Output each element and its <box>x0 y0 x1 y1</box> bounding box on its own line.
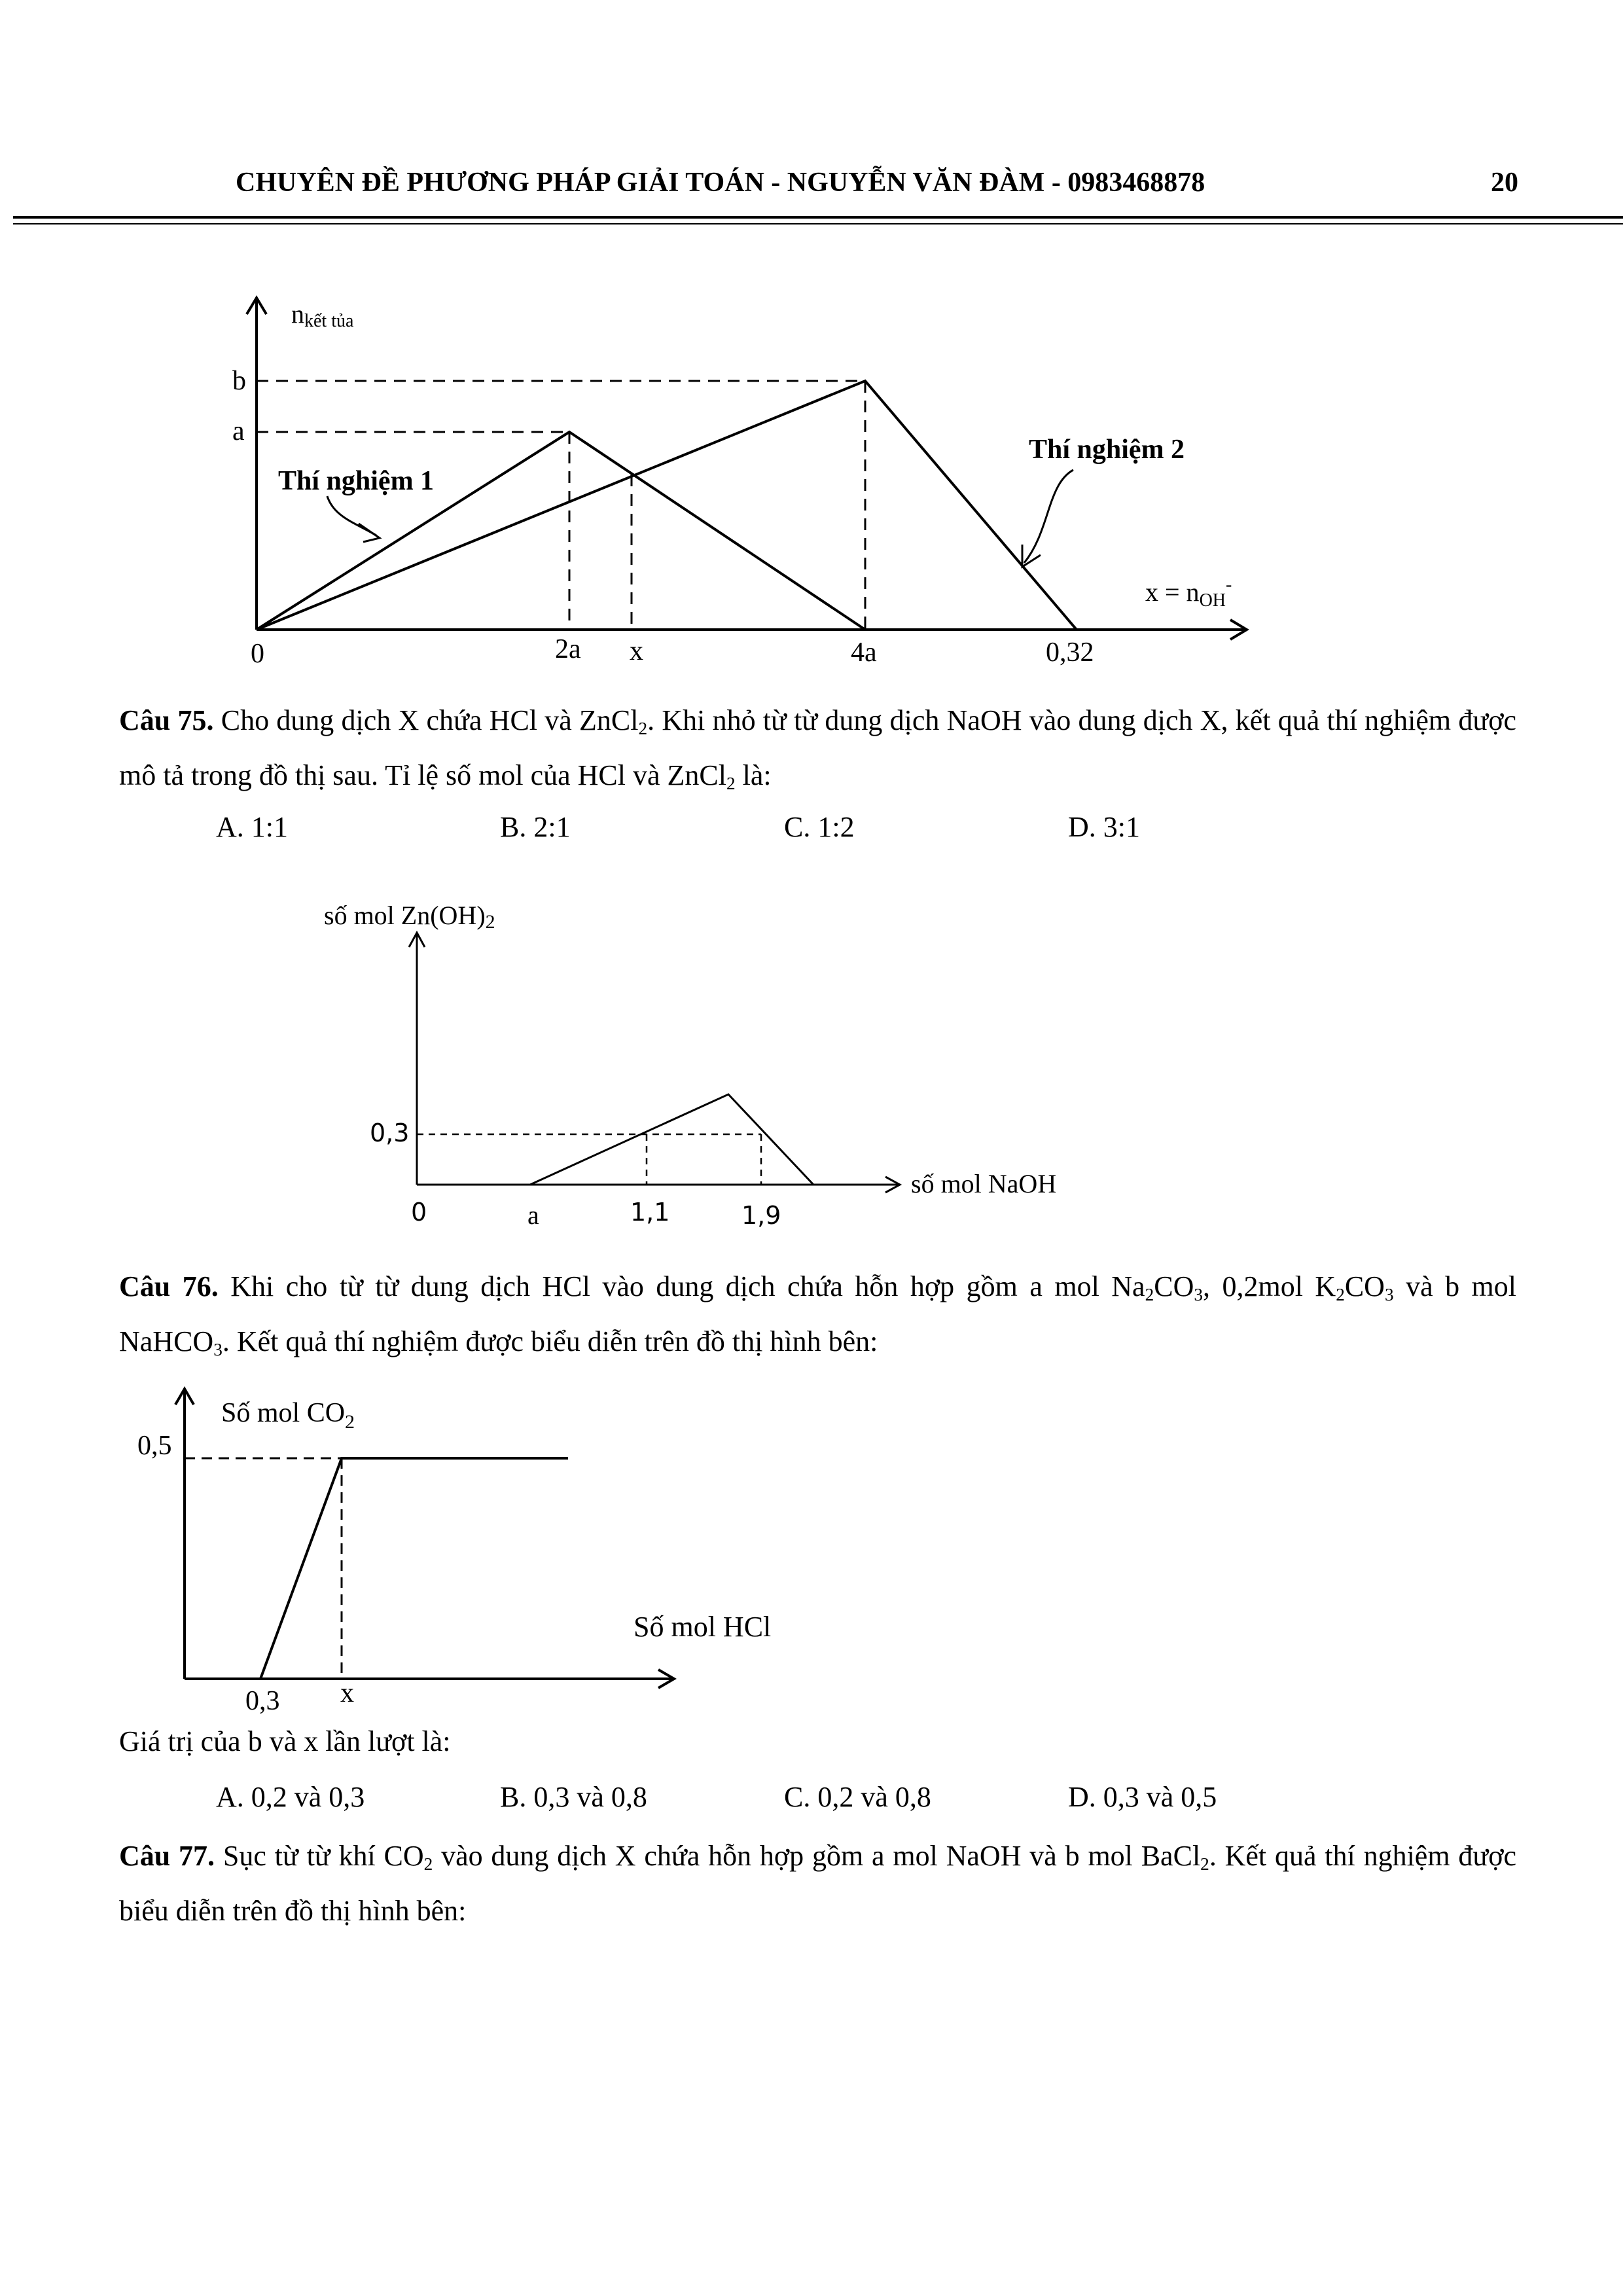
chart1-xtick-2a: 2a <box>555 634 581 664</box>
question-75: Câu 75. Cho dung dịch X chứa HCl và ZnCl$_2$. Khi nhỏ từ từ dung dịch NaOH vào dung dịch X, kết quả thí nghiệm được mô tả trong đồ thị sau. Tỉ lệ số mol của HCl và ZnCl$_2$ là: <box>119 704 1517 793</box>
chart1-ytick-a: a <box>232 416 245 446</box>
chart1-series1-label: Thí nghiệm 1 <box>278 466 435 496</box>
q76-option-d[interactable]: D. 0,3 và 0,5 <box>1068 1781 1217 1813</box>
chart1-xtick-4a: 4a <box>851 637 877 668</box>
chart1-ylabel: nkết tủa <box>291 299 354 331</box>
q76-label: Câu 76. <box>119 1270 219 1302</box>
chart1-series2-label: Thí nghiệm 2 <box>1029 435 1185 465</box>
chart3-ytick: 0,5 <box>137 1431 172 1461</box>
q75-option-c[interactable]: C. 1:2 <box>784 811 855 843</box>
q76-question: Giá trị của b và x lần lượt là: <box>119 1725 451 1757</box>
q75-option-a[interactable]: A. 1:1 <box>216 811 288 843</box>
chart1-xtick-x: x <box>630 636 643 666</box>
q77-label: Câu 77. <box>119 1840 215 1872</box>
q76-option-a[interactable]: A. 0,2 và 0,3 <box>216 1781 365 1813</box>
header-title: CHUYÊN ĐỀ PHƯƠNG PHÁP GIẢI TOÁN - NGUYỄN VĂN ĐÀM - 0983468878 <box>236 168 1205 198</box>
chart1-xtick-0: 0 <box>251 639 264 669</box>
chart3-xtick-x: x <box>340 1678 354 1708</box>
q76-option-b[interactable]: B. 0,3 và 0,8 <box>500 1781 647 1813</box>
q75-label: Câu 75. <box>119 704 214 736</box>
q75-option-b[interactable]: B. 2:1 <box>500 811 571 843</box>
question-77: Câu 77. Sục từ từ khí $CO_2$ vào dung dịch X chứa hỗn hợp gồm a mol NaOH và b mol BaCl$_2$. Kết quả thí nghiệm được biểu diễn trên đồ thị hình bên: <box>119 1840 1517 1927</box>
chart2-xlabel: số mol NaOH <box>911 1169 1057 1198</box>
chart3-curve <box>260 1458 568 1679</box>
chart3-ylabel: Số mol $CO_2$ <box>221 1398 355 1433</box>
chart1-xlabel: $x = n_{OH}^-$ <box>1145 575 1232 611</box>
page-number: 20 <box>1491 168 1518 198</box>
chart2-ytick: 0,3 <box>370 1119 410 1147</box>
q76-option-c[interactable]: C. 0,2 và 0,8 <box>784 1781 931 1813</box>
chart2-xtick-11: 1,1 <box>630 1198 670 1227</box>
chart2-xtick-a: a <box>527 1200 539 1230</box>
chart3-xlabel: Số mol HCl <box>633 1611 772 1643</box>
question-76: Câu 76. Khi cho từ từ dung dịch HCl vào dung dịch chứa hỗn hợp gồm a mol $Na_2CO_3$, 0,2mol $K_2CO_3$ và b mol NaHCO$_3$. Kết quả thí nghiệm được biểu diễn trên đồ thị hình bên: <box>119 1270 1517 1359</box>
chart2-ylabel: số mol Zn(OH)2 <box>324 901 495 933</box>
chart2-xtick-19: 1,9 <box>741 1201 781 1230</box>
chart2-xtick-0: 0 <box>411 1198 427 1227</box>
chart1-xtick-032: 0,32 <box>1046 637 1094 668</box>
q75-option-d[interactable]: D. 3:1 <box>1068 811 1140 843</box>
chart1-ytick-b: b <box>232 366 246 396</box>
chart3-xtick-03: 0,3 <box>245 1686 280 1716</box>
